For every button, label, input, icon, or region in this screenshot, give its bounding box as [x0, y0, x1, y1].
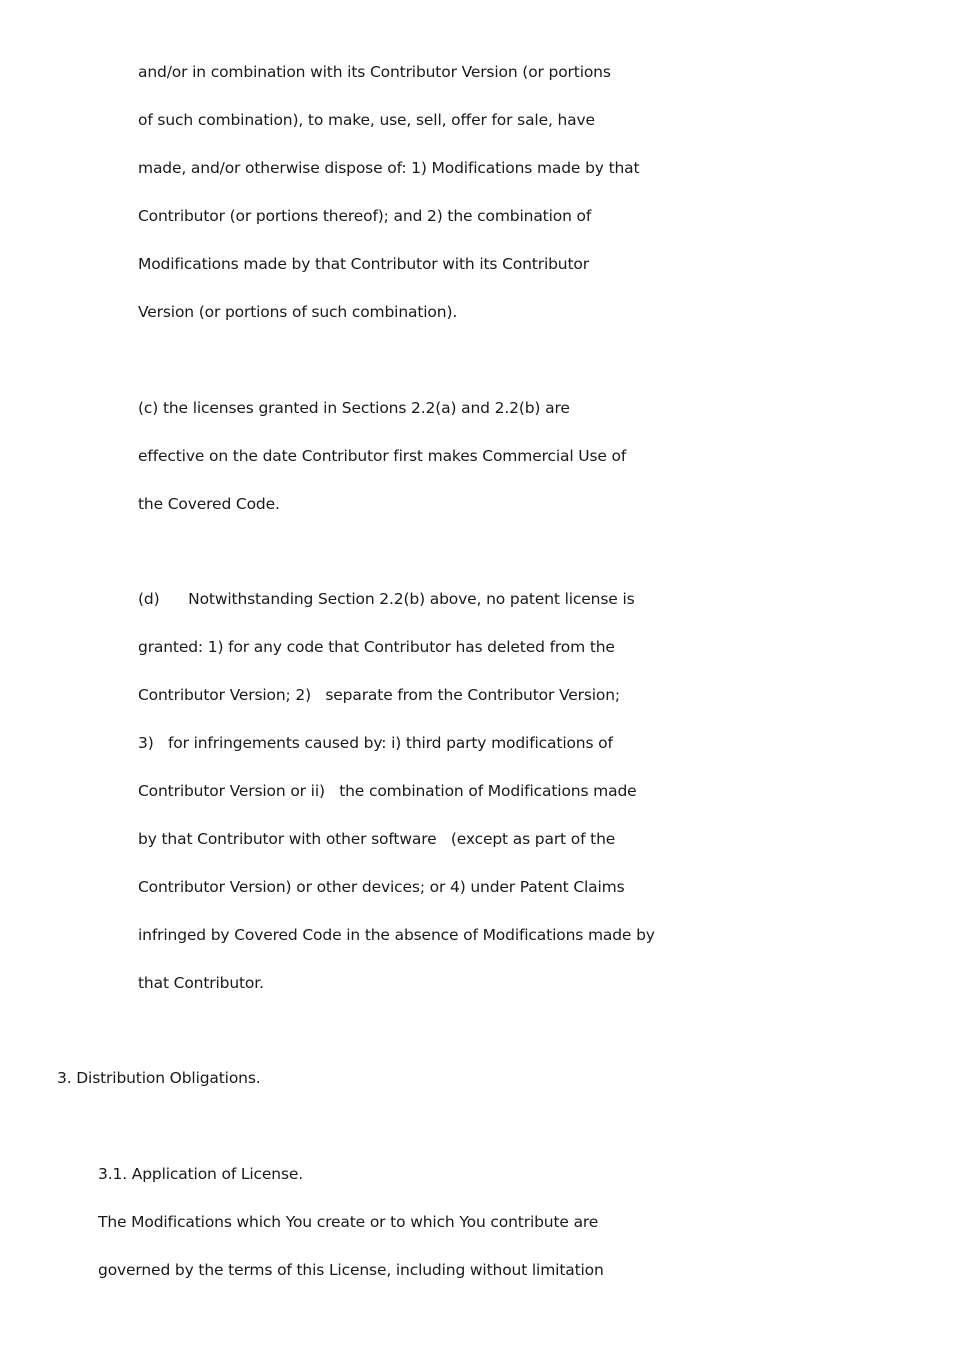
- clause-d-line: infringed by Covered Code in the absence of Modifications made by: [138, 926, 655, 944]
- paragraph-line: of such combination), to make, use, sell, offer for sale, have: [138, 111, 595, 129]
- clause-c-line: the Covered Code.: [138, 495, 280, 513]
- paragraph-line: and/or in combination with its Contributor Version (or portions: [138, 63, 611, 81]
- paragraph-line: Contributor (or portions thereof); and 2) the combination of: [138, 207, 592, 225]
- clause-d-line: (d) Notwithstanding Section 2.2(b) above, no patent license is: [138, 590, 635, 608]
- clause-d-line: 3) for infringements caused by: i) third party modifications of: [138, 734, 613, 752]
- section-heading: 3. Distribution Obligations.: [57, 1069, 261, 1087]
- section-line: governed by the terms of this License, including without limitation: [98, 1261, 604, 1279]
- paragraph-line: made, and/or otherwise dispose of: 1) Modifications made by that: [138, 159, 640, 177]
- subsection-heading: 3.1. Application of License.: [98, 1165, 304, 1183]
- clause-c-line: (c) the licenses granted in Sections 2.2(a) and 2.2(b) are: [138, 399, 570, 417]
- clause-c-line: effective on the date Contributor first makes Commercial Use of: [138, 447, 627, 465]
- clause-d-line: by that Contributor with other software (except as part of the: [138, 830, 616, 848]
- clause-d-line: Contributor Version; 2) separate from the Contributor Version;: [138, 686, 620, 704]
- section-line: The Modifications which You create or to which You contribute are: [98, 1213, 599, 1231]
- paragraph-line: Modifications made by that Contributor with its Contributor: [138, 255, 589, 273]
- clause-d-line: granted: 1) for any code that Contributor has deleted from the: [138, 638, 615, 656]
- paragraph-line: Version (or portions of such combination).: [138, 303, 458, 321]
- clause-d-line: Contributor Version) or other devices; or 4) under Patent Claims: [138, 878, 625, 896]
- clause-d-line: that Contributor.: [138, 974, 264, 992]
- clause-d-line: Contributor Version or ii) the combination of Modifications made: [138, 782, 637, 800]
